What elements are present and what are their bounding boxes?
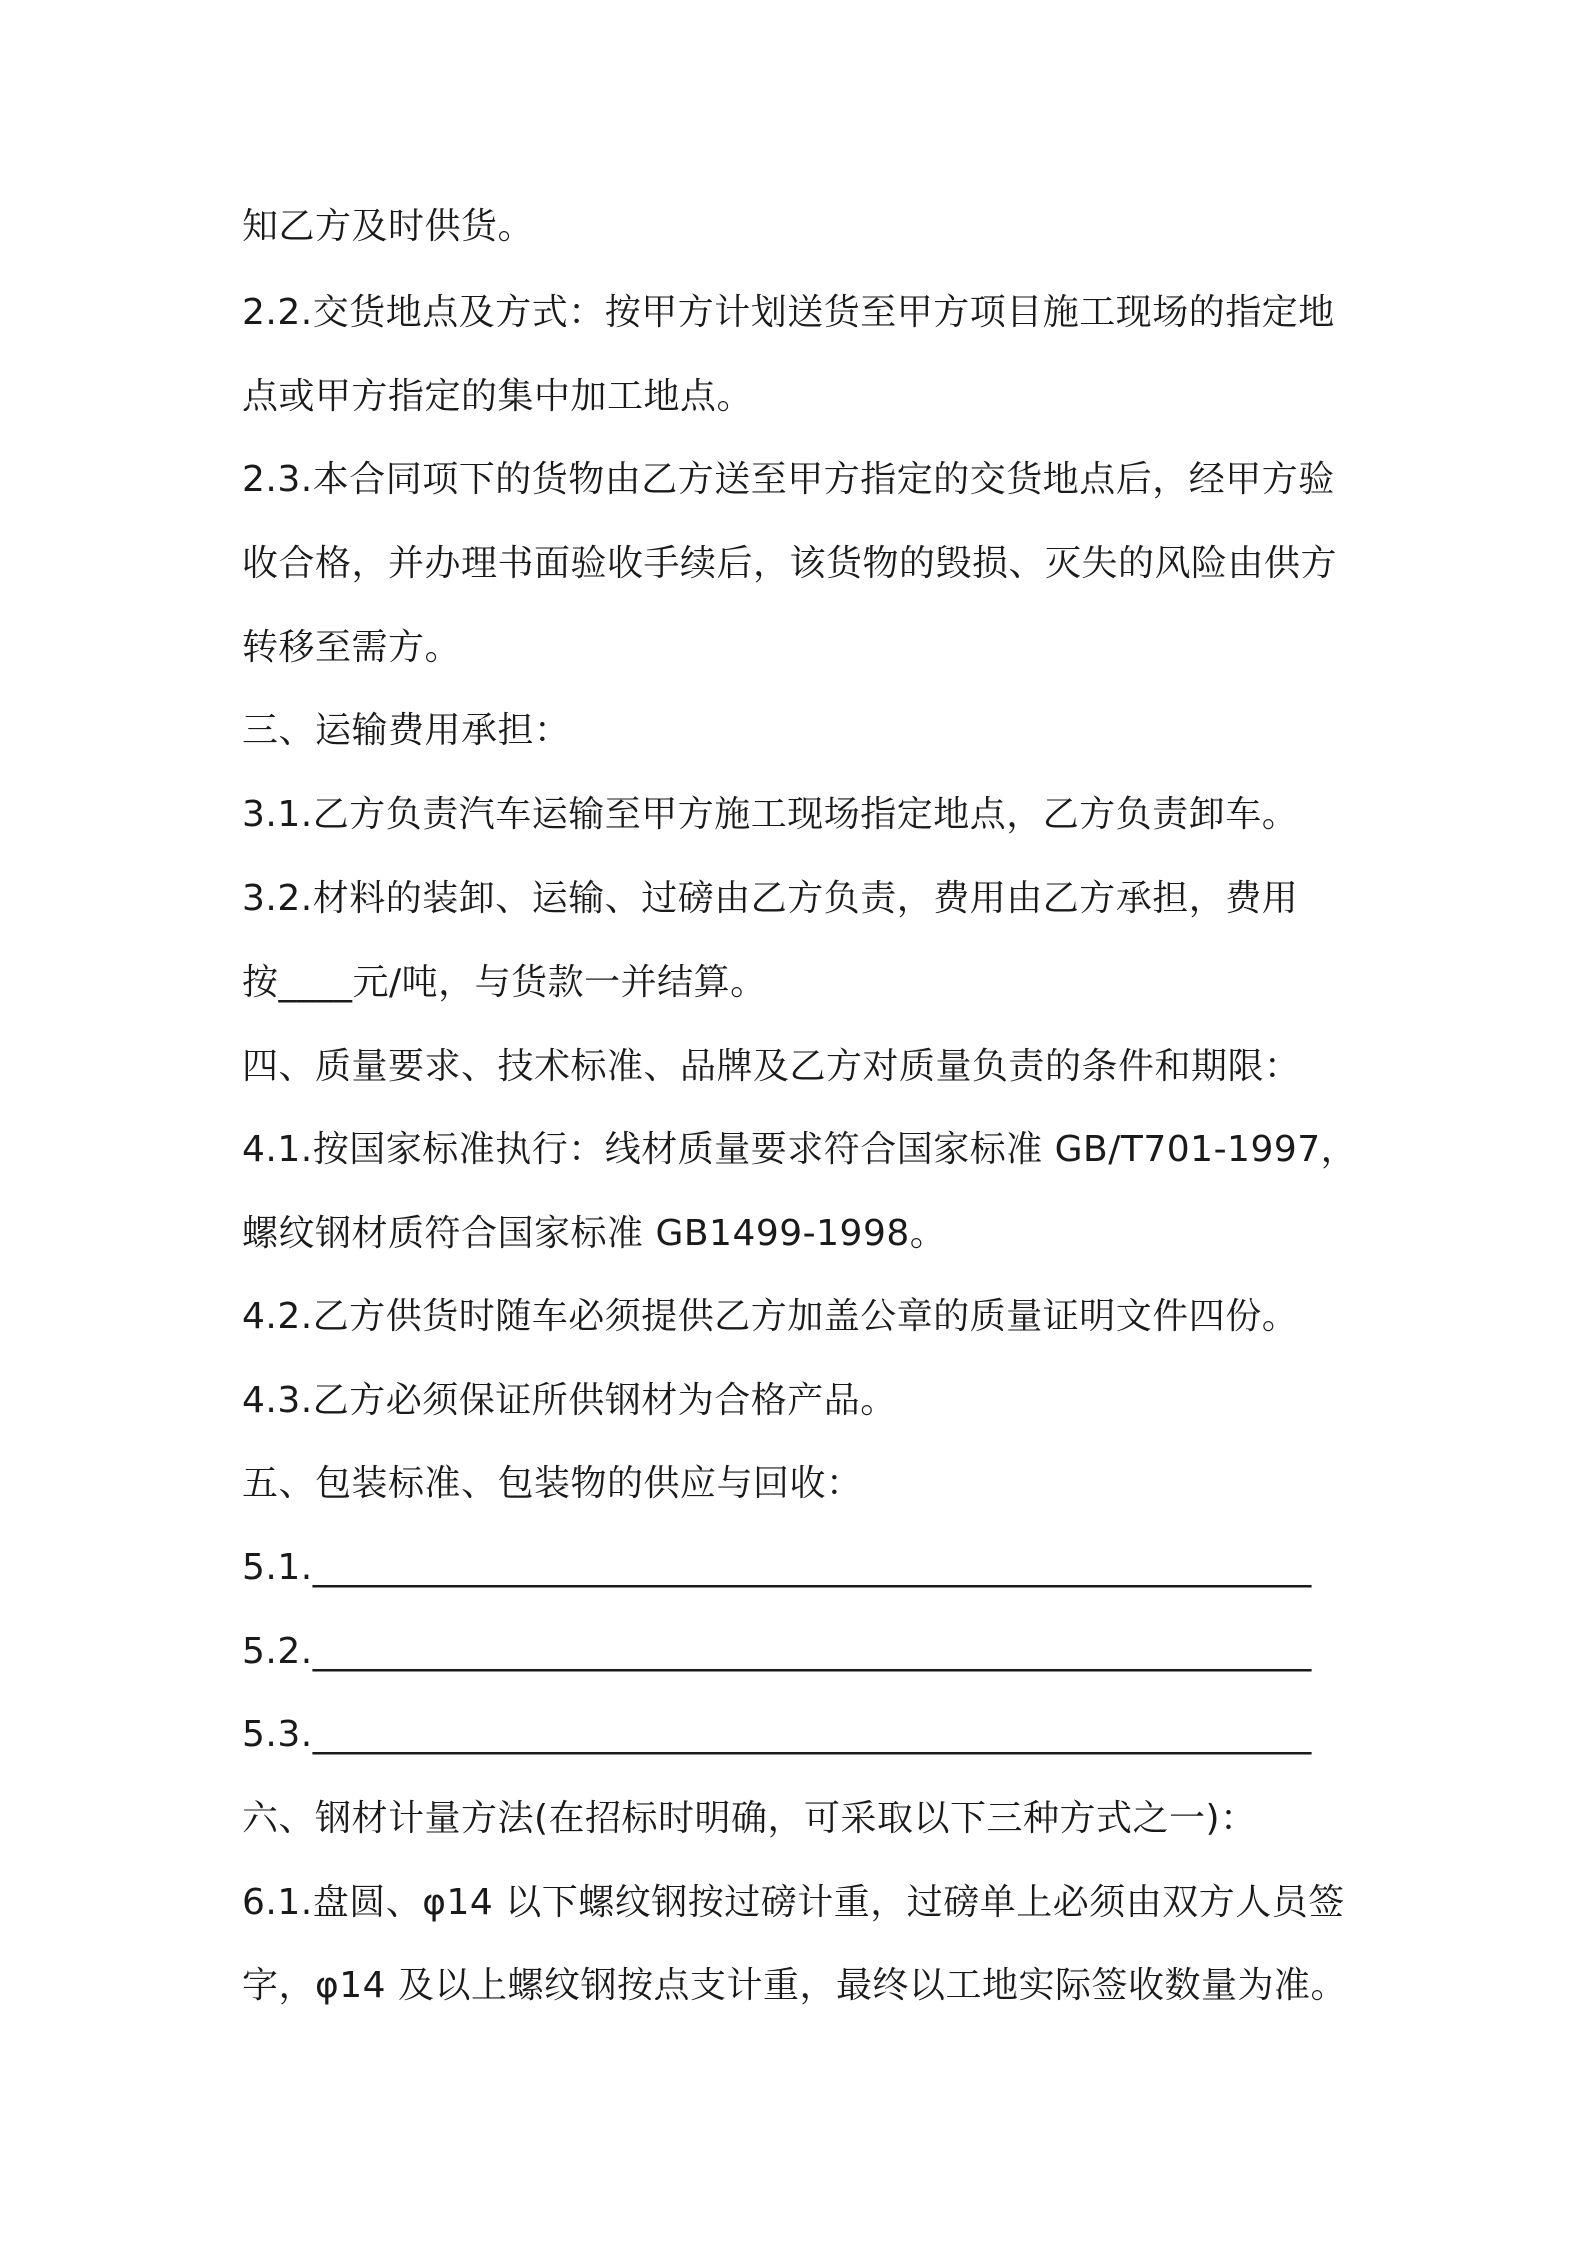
section-heading: 四、质量要求、技术标准、品牌及乙方对质量负责的条件和期限： bbox=[242, 1046, 1301, 1087]
text-line: 2.3.本合同项下的货物由乙方送至甲方指定的交货地点后，经甲方验 bbox=[242, 459, 1335, 500]
text-line: 4.2.乙方供货时随车必须提供乙方加盖公章的质量证明文件四份。 bbox=[242, 1296, 1299, 1337]
text-line: 知乙方及时供货。 bbox=[242, 206, 535, 247]
section-heading: 六、钢材计量方法(在招标时明确，可采取以下三种方式之一)： bbox=[242, 1798, 1257, 1839]
text-line: 6.1.盘圆、φ14 以下螺纹钢按过磅计重，过磅单上必须由双方人员签 bbox=[242, 1882, 1345, 1923]
text-line: 螺纹钢材质符合国家标准 GB1499-1998。 bbox=[242, 1213, 947, 1254]
text-line: 收合格，并办理书面验收手续后，该货物的毁损、灭失的风险由供方 bbox=[242, 543, 1338, 584]
text-line: 按____元/吨，与货款一并结算。 bbox=[242, 962, 767, 1003]
text-line: 字，φ14 及以上螺纹钢按点支计重，最终以工地实际签收数量为准。 bbox=[242, 1965, 1348, 2006]
text-line: 4.1.按国家标准执行：线材质量要求符合国家标准 GB/T701-1997， bbox=[242, 1129, 1358, 1170]
blank-line-5-2: 5.2.______________________________________________________ bbox=[242, 1631, 1312, 1672]
blank-line-5-1: 5.1.______________________________________________________ bbox=[242, 1547, 1312, 1588]
text-line: 转移至需方。 bbox=[242, 627, 462, 668]
section-heading: 五、包装标准、包装物的供应与回收： bbox=[242, 1463, 863, 1504]
section-heading: 三、运输费用承担： bbox=[242, 710, 571, 751]
text-line: 4.3.乙方必须保证所供钢材为合格产品。 bbox=[242, 1380, 897, 1421]
text-line: 3.1.乙方负责汽车运输至甲方施工现场指定地点，乙方负责卸车。 bbox=[242, 794, 1299, 835]
text-line: 3.2.材料的装卸、运输、过磅由乙方负责，费用由乙方承担，费用 bbox=[242, 878, 1299, 919]
blank-line-5-3: 5.3.______________________________________________________ bbox=[242, 1714, 1312, 1755]
text-line: 2.2.交货地点及方式：按甲方计划送货至甲方项目施工现场的指定地 bbox=[242, 292, 1335, 333]
text-line: 点或甲方指定的集中加工地点。 bbox=[242, 376, 754, 417]
